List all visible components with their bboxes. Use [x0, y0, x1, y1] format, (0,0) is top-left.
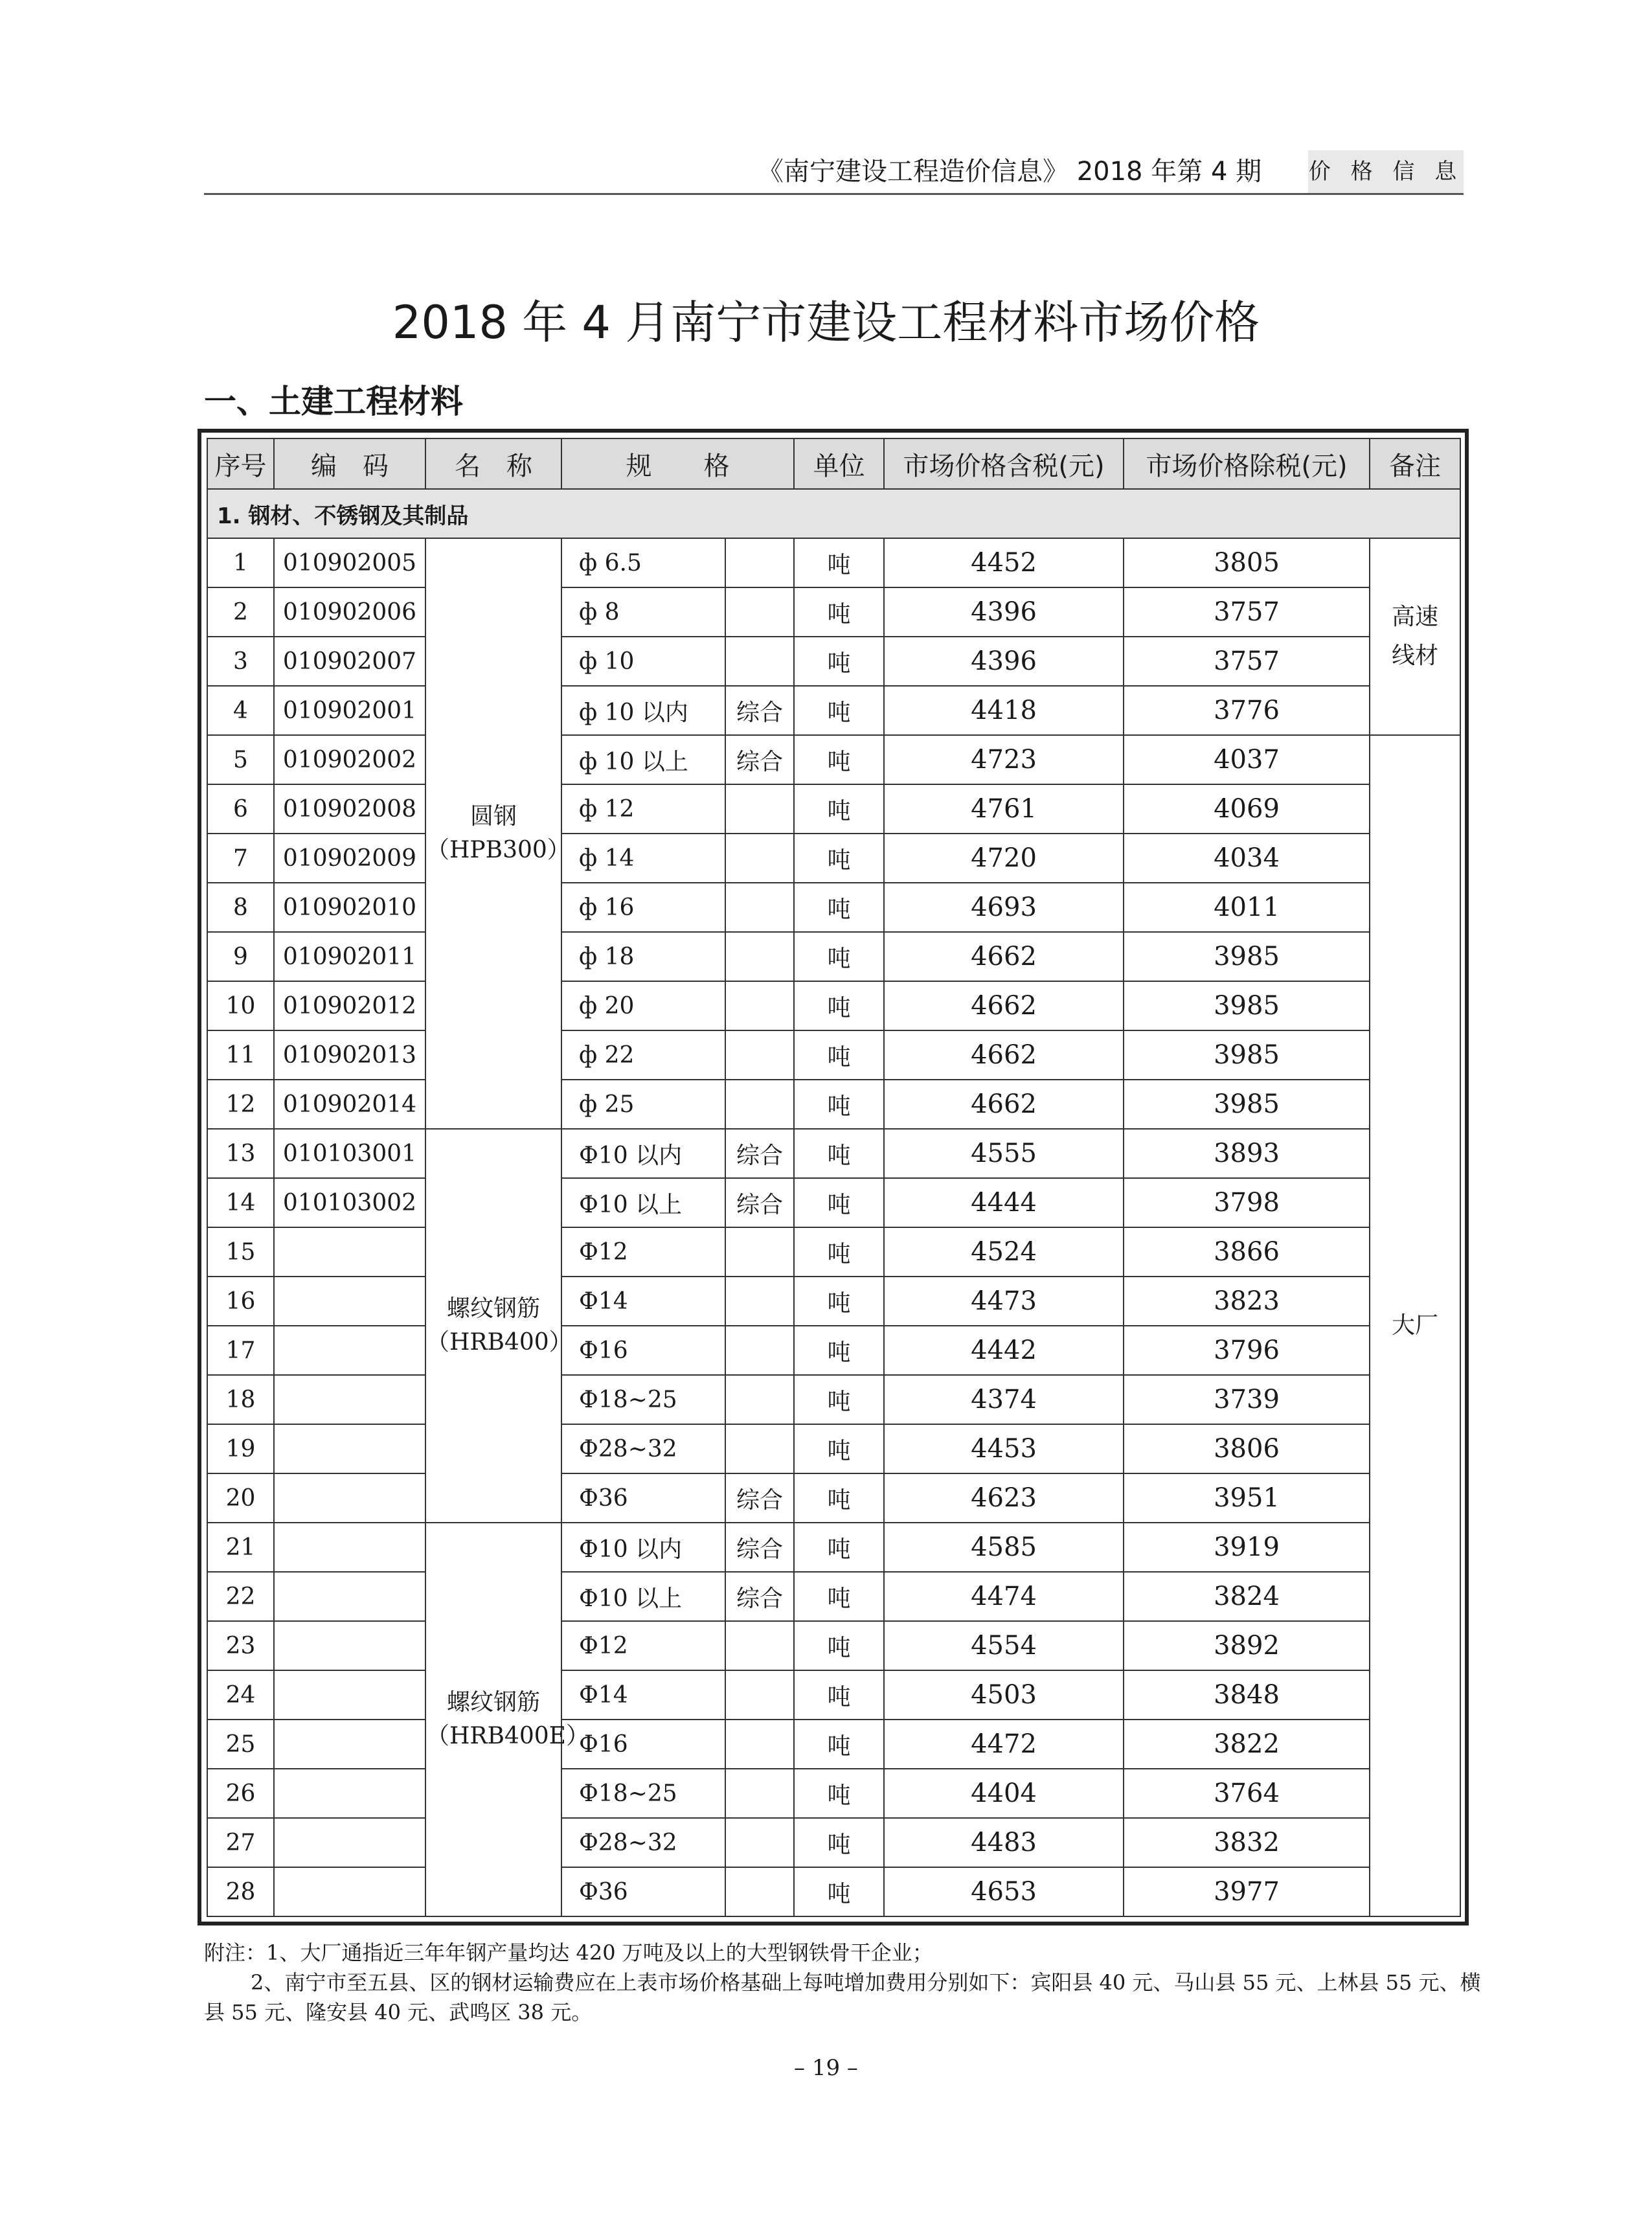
cell-price-incl-tax: 4474	[884, 1572, 1124, 1621]
cell-code: 010902002	[274, 735, 425, 784]
cell-code	[274, 1473, 425, 1523]
cell-price-incl-tax: 4396	[884, 587, 1124, 637]
category-row	[207, 489, 1460, 538]
cell-name-group: 圆钢 （HPB300）	[425, 538, 561, 1129]
cell-unit: 吨	[794, 981, 884, 1030]
cell-spec-extra: 综合	[725, 1572, 794, 1621]
cell-spec-extra: 综合	[725, 1523, 794, 1572]
cell-unit: 吨	[794, 637, 884, 686]
cell-spec-extra	[725, 1621, 794, 1670]
cell-spec-extra	[725, 1720, 794, 1769]
table-row	[207, 1473, 1460, 1523]
cell-price-incl-tax: 4473	[884, 1277, 1124, 1326]
cell-spec: ф 12	[561, 784, 725, 834]
cell-no: 15	[207, 1227, 274, 1277]
cell-price-incl-tax: 4524	[884, 1227, 1124, 1277]
cell-spec: ф 10	[561, 637, 725, 686]
cell-code	[274, 1720, 425, 1769]
cell-spec-extra	[725, 1818, 794, 1867]
cell-unit: 吨	[794, 932, 884, 981]
cell-no: 7	[207, 834, 274, 883]
cell-price-excl-tax: 3805	[1124, 538, 1370, 587]
cell-unit: 吨	[794, 686, 884, 735]
cell-no: 25	[207, 1720, 274, 1769]
cell-price-excl-tax: 3893	[1124, 1129, 1370, 1178]
cell-price-incl-tax: 4662	[884, 1030, 1124, 1080]
cell-note: 高速 线材	[1370, 538, 1460, 735]
cell-code: 010902010	[274, 883, 425, 932]
cell-price-incl-tax: 4662	[884, 1080, 1124, 1129]
cell-spec-extra: 综合	[725, 686, 794, 735]
cell-code	[274, 1670, 425, 1720]
cell-spec: Ф36	[561, 1867, 725, 1916]
cell-price-excl-tax: 3757	[1124, 587, 1370, 637]
cell-unit: 吨	[794, 587, 884, 637]
cell-unit: 吨	[794, 1227, 884, 1277]
category-label: 1. 钢材、不锈钢及其制品	[207, 489, 1460, 538]
table-row	[207, 981, 1460, 1030]
cell-price-incl-tax: 4452	[884, 538, 1124, 587]
table-row	[207, 538, 1460, 587]
cell-spec: Ф14	[561, 1277, 725, 1326]
table-row	[207, 587, 1460, 637]
cell-price-incl-tax: 4554	[884, 1621, 1124, 1670]
cell-spec: Ф10 以内	[561, 1129, 725, 1178]
cell-spec-extra	[725, 637, 794, 686]
cell-spec: ф 20	[561, 981, 725, 1030]
cell-code: 010103001	[274, 1129, 425, 1178]
table-row	[207, 1227, 1460, 1277]
cell-spec-extra: 综合	[725, 1129, 794, 1178]
cell-name-group: 螺纹钢筋 （HRB400）	[425, 1129, 561, 1523]
cell-no: 5	[207, 735, 274, 784]
cell-unit: 吨	[794, 784, 884, 834]
cell-price-incl-tax: 4472	[884, 1720, 1124, 1769]
cell-price-excl-tax: 4011	[1124, 883, 1370, 932]
cell-spec: Ф12	[561, 1621, 725, 1670]
col-header-price-excl-tax: 市场价格除税(元)	[1124, 438, 1370, 489]
cell-spec: Ф36	[561, 1473, 725, 1523]
cell-code: 010902011	[274, 932, 425, 981]
cell-name-group: 螺纹钢筋 （HRB400E）	[425, 1523, 561, 1916]
table-row	[207, 686, 1460, 735]
running-title: 《南宁建设工程造价信息》 2018 年第 4 期	[758, 157, 1262, 187]
cell-code	[274, 1424, 425, 1473]
page-title: 2018 年 4 月南宁市建设工程材料市场价格	[392, 296, 1260, 349]
cell-no: 12	[207, 1080, 274, 1129]
cell-price-excl-tax: 3798	[1124, 1178, 1370, 1227]
table-row	[207, 1326, 1460, 1375]
section-tag: 价 格 信 息	[1308, 150, 1464, 193]
cell-code	[274, 1277, 425, 1326]
cell-code	[274, 1375, 425, 1424]
table-row	[207, 1277, 1460, 1326]
table-row	[207, 1818, 1460, 1867]
cell-spec: ф 6.5	[561, 538, 725, 587]
cell-spec-extra	[725, 1030, 794, 1080]
cell-price-incl-tax: 4693	[884, 883, 1124, 932]
cell-unit: 吨	[794, 1178, 884, 1227]
cell-unit: 吨	[794, 1572, 884, 1621]
table-row	[207, 637, 1460, 686]
cell-price-incl-tax: 4418	[884, 686, 1124, 735]
cell-no: 8	[207, 883, 274, 932]
cell-price-excl-tax: 3757	[1124, 637, 1370, 686]
table-row	[207, 834, 1460, 883]
cell-price-excl-tax: 4037	[1124, 735, 1370, 784]
table-row	[207, 932, 1460, 981]
cell-no: 22	[207, 1572, 274, 1621]
cell-unit: 吨	[794, 1473, 884, 1523]
table-row	[207, 784, 1460, 834]
cell-price-incl-tax: 4503	[884, 1670, 1124, 1720]
cell-spec: Ф14	[561, 1670, 725, 1720]
footnote-line-3: 县 55 元、隆安县 40 元、武鸣区 38 元。	[204, 2000, 593, 2025]
cell-no: 19	[207, 1424, 274, 1473]
cell-code	[274, 1523, 425, 1572]
cell-code: 010902008	[274, 784, 425, 834]
cell-no: 10	[207, 981, 274, 1030]
cell-spec-extra	[725, 932, 794, 981]
cell-no: 24	[207, 1670, 274, 1720]
cell-no: 14	[207, 1178, 274, 1227]
cell-price-excl-tax: 3848	[1124, 1670, 1370, 1720]
table-row	[207, 735, 1460, 784]
cell-unit: 吨	[794, 1030, 884, 1080]
cell-code	[274, 1227, 425, 1277]
cell-spec: Ф12	[561, 1227, 725, 1277]
cell-code: 010103002	[274, 1178, 425, 1227]
cell-spec: Ф28~32	[561, 1818, 725, 1867]
cell-no: 3	[207, 637, 274, 686]
cell-spec: ф 8	[561, 587, 725, 637]
cell-spec-extra	[725, 1326, 794, 1375]
cell-unit: 吨	[794, 1080, 884, 1129]
cell-code: 010902014	[274, 1080, 425, 1129]
cell-unit: 吨	[794, 538, 884, 587]
cell-spec: Ф18~25	[561, 1769, 725, 1818]
table-row	[207, 1572, 1460, 1621]
cell-price-excl-tax: 3985	[1124, 1030, 1370, 1080]
cell-price-excl-tax: 3951	[1124, 1473, 1370, 1523]
cell-price-excl-tax: 3866	[1124, 1227, 1370, 1277]
cell-code	[274, 1621, 425, 1670]
cell-spec: Ф28~32	[561, 1424, 725, 1473]
cell-spec-extra: 综合	[725, 735, 794, 784]
cell-no: 23	[207, 1621, 274, 1670]
table-row	[207, 1129, 1460, 1178]
cell-spec-extra	[725, 1375, 794, 1424]
cell-unit: 吨	[794, 1424, 884, 1473]
cell-spec: ф 25	[561, 1080, 725, 1129]
col-header-name: 名 称	[425, 438, 561, 489]
col-header-code: 编 码	[274, 438, 425, 489]
cell-spec: Ф16	[561, 1720, 725, 1769]
cell-unit: 吨	[794, 1818, 884, 1867]
cell-price-excl-tax: 3796	[1124, 1326, 1370, 1375]
col-header-unit: 单位	[794, 438, 884, 489]
footnote-line-2: 2、南宁市至五县、区的钢材运输费应在上表市场价格基础上每吨增加费用分别如下：宾阳县 40 元、马山县 55 元、上林县 55 元、横	[251, 1970, 1481, 1995]
cell-spec-extra	[725, 883, 794, 932]
cell-price-incl-tax: 4723	[884, 735, 1124, 784]
cell-price-excl-tax: 3776	[1124, 686, 1370, 735]
table-row	[207, 1621, 1460, 1670]
col-header-no: 序号	[207, 438, 274, 489]
table-row	[207, 1769, 1460, 1818]
price-table	[207, 438, 1461, 1917]
cell-unit: 吨	[794, 1720, 884, 1769]
cell-price-incl-tax: 4483	[884, 1818, 1124, 1867]
table-row	[207, 1523, 1460, 1572]
cell-code: 010902001	[274, 686, 425, 735]
cell-spec: Ф10 以内	[561, 1523, 725, 1572]
cell-spec-extra	[725, 981, 794, 1030]
cell-no: 13	[207, 1129, 274, 1178]
cell-spec-extra	[725, 834, 794, 883]
header-rule	[204, 193, 1464, 195]
cell-spec-extra	[725, 538, 794, 587]
table-row	[207, 1867, 1460, 1916]
cell-price-excl-tax: 3977	[1124, 1867, 1370, 1916]
cell-no: 21	[207, 1523, 274, 1572]
cell-no: 18	[207, 1375, 274, 1424]
cell-price-incl-tax: 4396	[884, 637, 1124, 686]
cell-no: 28	[207, 1867, 274, 1916]
cell-spec: ф 22	[561, 1030, 725, 1080]
col-header-note: 备注	[1370, 438, 1460, 489]
cell-spec-extra	[725, 1080, 794, 1129]
cell-unit: 吨	[794, 1375, 884, 1424]
cell-no: 6	[207, 784, 274, 834]
cell-price-incl-tax: 4585	[884, 1523, 1124, 1572]
cell-spec-extra	[725, 1670, 794, 1720]
cell-code: 010902009	[274, 834, 425, 883]
cell-price-excl-tax: 4069	[1124, 784, 1370, 834]
cell-price-incl-tax: 4720	[884, 834, 1124, 883]
cell-unit: 吨	[794, 1326, 884, 1375]
cell-price-excl-tax: 3985	[1124, 932, 1370, 981]
cell-price-excl-tax: 3985	[1124, 1080, 1370, 1129]
cell-no: 26	[207, 1769, 274, 1818]
cell-price-incl-tax: 4555	[884, 1129, 1124, 1178]
cell-unit: 吨	[794, 1670, 884, 1720]
cell-unit: 吨	[794, 1523, 884, 1572]
cell-code	[274, 1818, 425, 1867]
cell-code	[274, 1769, 425, 1818]
table-row	[207, 1178, 1460, 1227]
cell-price-excl-tax: 3822	[1124, 1720, 1370, 1769]
cell-note: 大厂	[1370, 735, 1460, 1916]
cell-spec-extra	[725, 1769, 794, 1818]
cell-unit: 吨	[794, 834, 884, 883]
table-row	[207, 1030, 1460, 1080]
cell-price-incl-tax: 4662	[884, 932, 1124, 981]
cell-code: 010902005	[274, 538, 425, 587]
cell-spec: ф 16	[561, 883, 725, 932]
cell-no: 11	[207, 1030, 274, 1080]
cell-price-excl-tax: 3919	[1124, 1523, 1370, 1572]
cell-code: 010902012	[274, 981, 425, 1030]
cell-price-incl-tax: 4662	[884, 981, 1124, 1030]
cell-spec-extra	[725, 1867, 794, 1916]
cell-price-excl-tax: 3739	[1124, 1375, 1370, 1424]
cell-spec: ф 10 以内	[561, 686, 725, 735]
cell-price-excl-tax: 3832	[1124, 1818, 1370, 1867]
col-header-spec: 规 格	[561, 438, 794, 489]
cell-spec: ф 18	[561, 932, 725, 981]
cell-spec-extra: 综合	[725, 1473, 794, 1523]
cell-spec: Ф10 以上	[561, 1178, 725, 1227]
cell-price-incl-tax: 4374	[884, 1375, 1124, 1424]
table-row	[207, 1424, 1460, 1473]
table-row	[207, 883, 1460, 932]
cell-no: 17	[207, 1326, 274, 1375]
cell-code: 010902013	[274, 1030, 425, 1080]
cell-spec-extra	[725, 1227, 794, 1277]
cell-price-incl-tax: 4404	[884, 1769, 1124, 1818]
cell-spec: ф 14	[561, 834, 725, 883]
cell-price-incl-tax: 4453	[884, 1424, 1124, 1473]
cell-unit: 吨	[794, 1867, 884, 1916]
cell-price-incl-tax: 4761	[884, 784, 1124, 834]
cell-unit: 吨	[794, 1129, 884, 1178]
cell-spec-extra	[725, 1424, 794, 1473]
cell-unit: 吨	[794, 1621, 884, 1670]
table-row	[207, 1670, 1460, 1720]
cell-spec-extra	[725, 587, 794, 637]
cell-spec: Ф10 以上	[561, 1572, 725, 1621]
cell-no: 16	[207, 1277, 274, 1326]
cell-code: 010902007	[274, 637, 425, 686]
cell-no: 20	[207, 1473, 274, 1523]
cell-code	[274, 1326, 425, 1375]
cell-no: 2	[207, 587, 274, 637]
cell-spec-extra	[725, 1277, 794, 1326]
cell-spec: Ф18~25	[561, 1375, 725, 1424]
table-row	[207, 1375, 1460, 1424]
cell-price-incl-tax: 4623	[884, 1473, 1124, 1523]
table-row	[207, 1720, 1460, 1769]
cell-no: 4	[207, 686, 274, 735]
col-header-price-incl-tax: 市场价格含税(元)	[884, 438, 1124, 489]
cell-price-excl-tax: 4034	[1124, 834, 1370, 883]
cell-price-incl-tax: 4653	[884, 1867, 1124, 1916]
cell-price-excl-tax: 3985	[1124, 981, 1370, 1030]
table-body	[207, 489, 1460, 1916]
cell-price-excl-tax: 3823	[1124, 1277, 1370, 1326]
section-heading: 一、土建工程材料	[204, 383, 463, 420]
cell-price-excl-tax: 3824	[1124, 1572, 1370, 1621]
cell-no: 9	[207, 932, 274, 981]
cell-unit: 吨	[794, 1769, 884, 1818]
cell-unit: 吨	[794, 883, 884, 932]
cell-price-excl-tax: 3806	[1124, 1424, 1370, 1473]
cell-unit: 吨	[794, 735, 884, 784]
page-number: – 19 –	[794, 2055, 858, 2081]
table-header-row	[207, 438, 1460, 489]
price-table-frame	[198, 429, 1469, 1925]
cell-price-excl-tax: 3764	[1124, 1769, 1370, 1818]
cell-spec: ф 10 以上	[561, 735, 725, 784]
footnote-line-1: 附注：1、大厂通指近三年年钢产量均达 420 万吨及以上的大型钢铁骨干企业；	[204, 1940, 933, 1965]
cell-code	[274, 1867, 425, 1916]
cell-no: 1	[207, 538, 274, 587]
cell-spec-extra	[725, 784, 794, 834]
cell-price-incl-tax: 4444	[884, 1178, 1124, 1227]
cell-spec-extra: 综合	[725, 1178, 794, 1227]
cell-price-incl-tax: 4442	[884, 1326, 1124, 1375]
cell-no: 27	[207, 1818, 274, 1867]
cell-unit: 吨	[794, 1277, 884, 1326]
cell-spec: Ф16	[561, 1326, 725, 1375]
table-row	[207, 1080, 1460, 1129]
cell-code: 010902006	[274, 587, 425, 637]
cell-price-excl-tax: 3892	[1124, 1621, 1370, 1670]
cell-code	[274, 1572, 425, 1621]
